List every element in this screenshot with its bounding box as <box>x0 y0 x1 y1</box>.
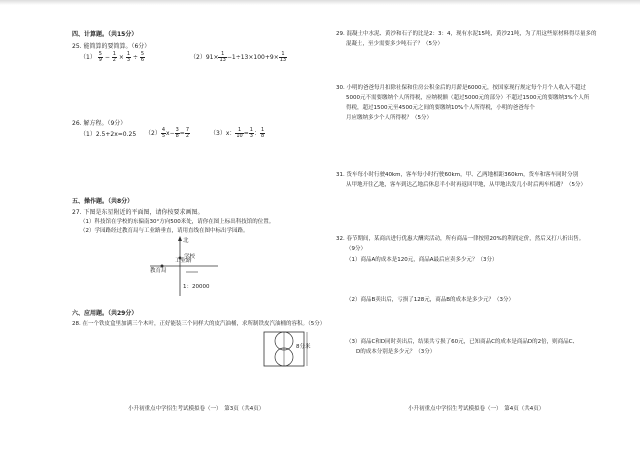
question-25: 25. 能简算的要简算。（6分） <box>72 43 151 50</box>
question-29-cont: 混凝土，至少需要多少吨石子？（5分） <box>346 41 444 47</box>
question-32-score: （9分） <box>346 246 366 252</box>
map-bureau-label: 教育局 <box>150 268 167 274</box>
question-32: 32. 春节期间，某商店进行优惠大酬宾活动，所有商品一律按照20%的利润定价，然后又打八折出售。 <box>336 236 585 242</box>
question-26: 26. 解方程。（9分） <box>72 120 127 127</box>
page-footer-right: 小升初重点中学招生考试模拟卷（一） 第4页（共4页） <box>408 406 545 412</box>
map-road-label: 工业路 <box>175 258 192 264</box>
map-school-label: 学校 <box>184 254 196 260</box>
map-north-label: 北 <box>183 238 189 244</box>
q26-part3: （3）x： $\frac{1}{10}$ = $\frac{1}{3}$ ： $\frac{1}{8}$ <box>210 127 265 139</box>
section-5-title: 五、操作题。（共8分） <box>72 198 134 205</box>
question-29: 29. 混凝土中水泥、黄沙和石子的比是2：3：4，现有水泥15吨，黄沙21吨，为了用这些原材料得尽量多的 <box>336 31 597 37</box>
q26-part1: （1）2.5+2x=0.25 <box>80 131 137 138</box>
section-4-title: 四、计算题。（共15分） <box>72 31 138 38</box>
q25-part2: （2）91× $\frac{1}{13}$ −1÷13×100+9× $\frac{1}{13}$ <box>190 51 287 63</box>
question-32-part1: （1）商品A的成本是120元，商品A最后应卖多少元？（3分） <box>346 257 498 263</box>
north-arrow-icon <box>178 236 182 241</box>
q25-part1: （1） $\frac{5}{9}$ − $\frac{1}{2}$ × $\frac{1}{3}$ ÷ $\frac{5}{6}$ <box>80 51 145 63</box>
question-32-part3: （3）商品C和D同时卖出后，结果共亏损了60元，已知商品C的成本是商品D的2倍，则商品C、 <box>346 339 578 345</box>
q27-part2: （2）学园路经过教育局与工业路垂直，请用直线在图中标出学园路。 <box>80 228 249 234</box>
figure-dimension-label: 8分米 <box>296 344 311 350</box>
barrel-figure <box>262 330 320 370</box>
section-6-title: 六、应用题。（共29分） <box>72 310 138 317</box>
question-32-part2: （2）商品B卖出后，亏损了128元，商品B的成本是多少元？（3分） <box>346 297 515 303</box>
page-4 <box>320 0 640 452</box>
question-30-line2: 5000元不需要缴纳个人所得税，应纳税额（超过5000元的部分）不超过1500元的要缴纳3%个人所 <box>346 95 590 101</box>
question-30-line4: 月应缴纳多少个人所得税？（5分） <box>346 115 433 121</box>
question-27: 27. 下图是东星附近的平面图，请你按要求画图。 <box>72 209 204 216</box>
question-31: 31. 货车每小时行驶40km，客车每小时行驶60km，甲、乙两地相距360km，货车和客车同时分别 <box>336 172 579 178</box>
question-32-part3-cont: D的成本分别是多少元？（3分） <box>356 349 436 355</box>
question-31-cont: 从甲地开往乙地，客车到达乙地后休息半小时再返回甲地，从甲地出发几小时后两车相遇？（5分） <box>346 182 587 188</box>
q26-part2: （2） $\frac{4}{5}$ x− $\frac{3}{8}$ = $\frac{7}{2}$ <box>145 127 189 139</box>
page-footer-left: 小升初重点中学招生考试模拟卷（一） 第3页（共4页） <box>128 406 265 412</box>
map-scale-label: 1：20000 <box>183 284 210 290</box>
q27-part1: （1）科技馆在学校的东偏南30°方向500米处，请你在图上标出科技馆的位置。 <box>80 219 275 225</box>
question-30-line3: 得税，超过1500元至4500元之间的要缴纳10%个人所得税，小明的爸爸每个 <box>346 105 535 111</box>
question-28: 28. 在一个铁皮盒里加满三个木叶，正好能装三个同样大的皮汽油桶，求所制铁皮汽油桶的容积。（5分） <box>72 321 326 327</box>
question-30: 30. 小明的爸爸每月扣除社保和住房公积金后的月薪是6000元，按国家现行规定每个月个人收入不超过 <box>336 85 586 91</box>
